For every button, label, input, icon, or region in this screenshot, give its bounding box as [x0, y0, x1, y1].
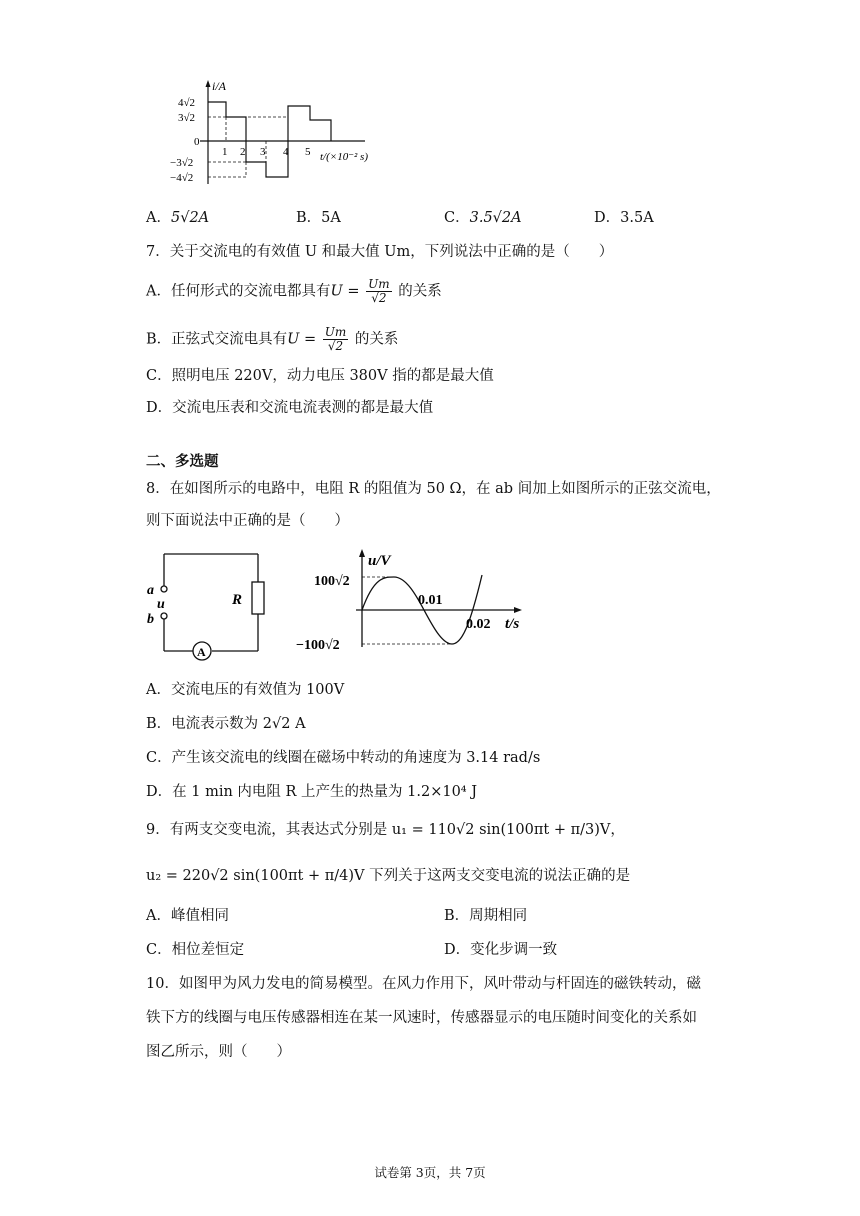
q7-option-a: A．任何形式的交流电都具有U = $\frac{Um}{√2}$ 的关系	[146, 277, 442, 305]
graph-t2-label: 0.02	[466, 617, 491, 632]
tick-x-3: 3	[260, 146, 266, 158]
q7-b-formula	[323, 326, 349, 353]
q10-line3: 图乙所示，则（ ）	[146, 1044, 291, 1060]
graph-t1-label: 0.01	[418, 593, 443, 608]
q7-b-u-symbol: U	[287, 331, 300, 348]
q7-a-u-symbol: U	[330, 283, 343, 300]
q8-option-d: D．在 1 min 内电阻 R 上产生的热量为 1.2×10⁴ J	[146, 784, 478, 800]
q6-option-d-label: D．	[594, 210, 621, 226]
q9-stem-line2: u₂ = 220√2 sin(100πt + π/4)V 下列关于这两支交变电流的说法正确的是	[146, 868, 631, 884]
tick-y-0: 0	[194, 136, 200, 148]
q7-stem: 7．关于交流电的有效值 U 和最大值 Um，下列说法中正确的是（ ）	[146, 244, 614, 260]
q9-option-d: D．变化步调一致	[444, 942, 558, 958]
q7-a-formula-num: Um	[368, 277, 390, 291]
q7-b-formula-den: √2	[327, 339, 344, 353]
q6-option-b	[296, 208, 341, 228]
section-heading-multiple-choice: 二、多选题	[146, 453, 219, 470]
q7-option-a-post: 的关系	[398, 283, 442, 300]
tick-y-3r2: 3√2	[178, 112, 196, 124]
tick-x-5: 5	[305, 146, 311, 158]
x-axis-label: t/(×10⁻² s)	[320, 151, 368, 163]
y-axis-label: i/A	[212, 79, 226, 93]
q9-option-b: B．周期相同	[444, 908, 528, 924]
q7-option-b-post: 的关系	[354, 331, 399, 348]
q7-a-formula-den: √2	[371, 291, 387, 305]
q8-option-b: B．电流表示数为 2√2 A	[146, 716, 306, 732]
q6-option-d-text: 3.5A	[620, 210, 654, 226]
q6-option-d	[594, 208, 654, 228]
q7-option-b-pre: B．正弦式交流电具有	[146, 331, 288, 348]
voltage-sine-graph	[296, 545, 532, 657]
q6-option-c	[444, 208, 522, 228]
q7-option-a-pre: A．任何形式的交流电都具有	[146, 283, 331, 300]
q8-stem-line1: 8．在如图所示的电路中，电阻 R 的阻值为 50 Ω，在 ab 间加上如图所示的正弦交流电，	[146, 481, 721, 497]
q9-stem-line1: 9．有两支交变电流，其表达式分别是 u₁ = 110√2 sin(100πt + π/3)V，	[146, 822, 625, 838]
q6-option-c-text: 3.5√2A	[469, 210, 522, 226]
graph-ymax-label: 100√2	[314, 574, 350, 589]
q8-option-c: C．产生该交流电的线圈在磁场中转动的角速度为 3.14 rad/s	[146, 750, 541, 766]
tick-x-1: 1	[222, 146, 228, 158]
q6-option-c-label: C．	[444, 210, 470, 226]
q6-option-a-label: A．	[146, 210, 171, 226]
tick-x-2: 2	[240, 146, 246, 158]
ammeter-icon: A	[197, 645, 206, 659]
terminal-b-label: b	[147, 612, 154, 627]
q9-option-c: C．相位差恒定	[146, 942, 245, 958]
q6-option-a	[146, 208, 209, 228]
q7-a-formula	[366, 278, 392, 305]
tick-y-neg3r2: −3√2	[170, 157, 194, 169]
circuit-diagram	[140, 548, 280, 670]
resistor-r-label: R	[232, 592, 243, 608]
q9-option-a: A．峰值相同	[146, 908, 229, 924]
tick-y-4r2: 4√2	[178, 97, 196, 109]
q7-b-formula-num: Um	[324, 325, 347, 339]
q10-line2: 铁下方的线圈与电压传感器相连在某一风速时，传感器显示的电压随时间变化的关系如	[146, 1010, 697, 1026]
graph-x-axis-label: t/s	[505, 616, 520, 632]
q6-option-a-text: 5√2A	[170, 210, 210, 226]
q7-option-d: D．交流电压表和交流电流表测的都是最大值	[146, 400, 434, 416]
page-footer: 试卷第 3页，共 7页	[374, 1165, 486, 1180]
q7-option-c: C．照明电压 220V，动力电压 380V 指的都是最大值	[146, 368, 494, 384]
q7-option-b: B．正弦式交流电具有U = $\frac{Um}{√2}$ 的关系	[146, 325, 399, 353]
q8-stem-line2: 则下面说法中正确的是（ ）	[146, 513, 349, 529]
tick-y-neg4r2: −4√2	[170, 172, 194, 184]
q6-option-b-label: B．	[296, 210, 322, 226]
q6-option-b-text: 5A	[321, 210, 341, 226]
graph-y-axis-label: u/V	[368, 553, 391, 569]
graph-ymin-label: −100√2	[296, 638, 340, 653]
q10-line1: 10．如图甲为风力发电的简易模型。在风力作用下，风叶带动与杆固连的磁铁转动，磁	[146, 976, 701, 992]
voltage-u-label: u	[157, 597, 165, 612]
tick-x-4: 4	[283, 146, 289, 158]
q8-option-a: A．交流电压的有效值为 100V	[146, 682, 345, 698]
terminal-a-label: a	[147, 583, 154, 598]
current-time-graph	[170, 76, 400, 188]
